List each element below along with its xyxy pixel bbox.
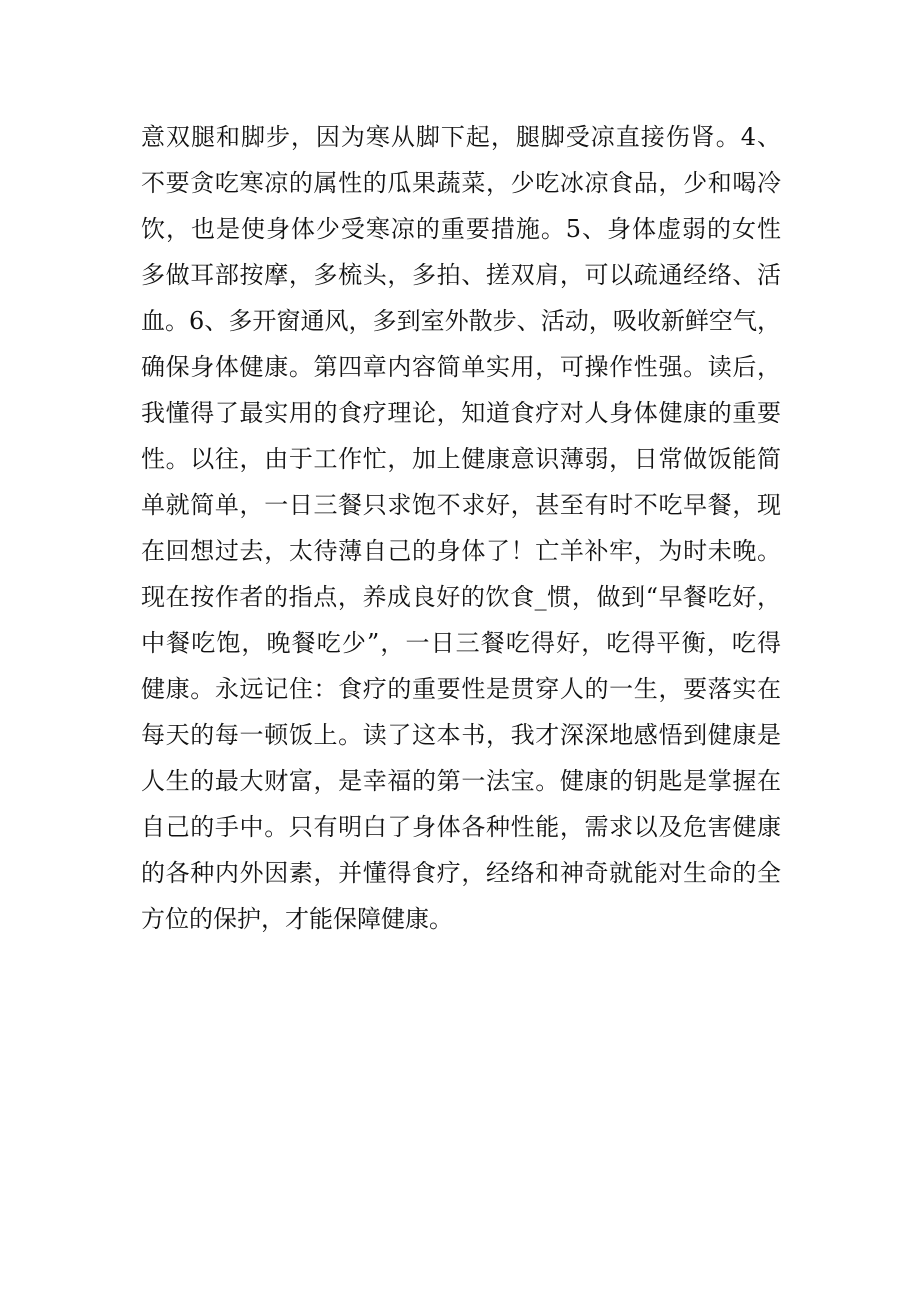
text-line-16: 自己的手中。只有明白了身体各种性能，需求以及危害健康	[141, 813, 781, 841]
text-line-4: 多做耳部按摩，多梳头，多拍、搓双肩，可以疏通经络、活	[141, 261, 781, 289]
text-line-11: 现在按作者的指点，养成良好的饮食_惯，做到“早餐吃好，	[141, 583, 781, 611]
text-line-14: 每天的每一顿饭上。读了这本书，我才深深地感悟到健康是	[141, 721, 781, 749]
text-line-3: 饮，也是使身体少受寒凉的重要措施。5、身体虚弱的女性	[141, 215, 781, 243]
body-paragraph	[141, 114, 821, 942]
text-line-17: 的各种内外因素，并懂得食疗，经络和神奇就能对生命的全	[141, 859, 781, 887]
text-line-13: 健康。永远记住：食疗的重要性是贯穿人的一生，要落实在	[141, 675, 781, 703]
text-line-15: 人生的最大财富，是幸福的第一法宝。健康的钥匙是掌握在	[141, 767, 781, 795]
text-line-18: 方位的保护，才能保障健康。	[141, 905, 453, 933]
text-line-5: 血。6、多开窗通风，多到室外散步、活动，吸收新鲜空气，	[141, 307, 781, 335]
text-line-1: 意双腿和脚步，因为寒从脚下起，腿脚受凉直接伤肾。4、	[141, 123, 781, 151]
text-line-6: 确保身体健康。第四章内容简单实用，可操作性强。读后，	[141, 353, 781, 381]
text-line-7: 我懂得了最实用的食疗理论，知道食疗对人身体健康的重要	[141, 399, 781, 427]
text-line-8: 性。以往，由于工作忙，加上健康意识薄弱，日常做饭能简	[141, 445, 781, 473]
text-line-10: 在回想过去，太待薄自己的身体了！亡羊补牢，为时未晚。	[141, 537, 781, 565]
text-line-12: 中餐吃饱，晚餐吃少”，一日三餐吃得好，吃得平衡，吃得	[141, 629, 781, 657]
text-line-2: 不要贪吃寒凉的属性的瓜果蔬菜，少吃冰凉食品，少和喝冷	[141, 169, 781, 197]
text-line-9: 单就简单，一日三餐只求饱不求好，甚至有时不吃早餐，现	[141, 491, 781, 519]
